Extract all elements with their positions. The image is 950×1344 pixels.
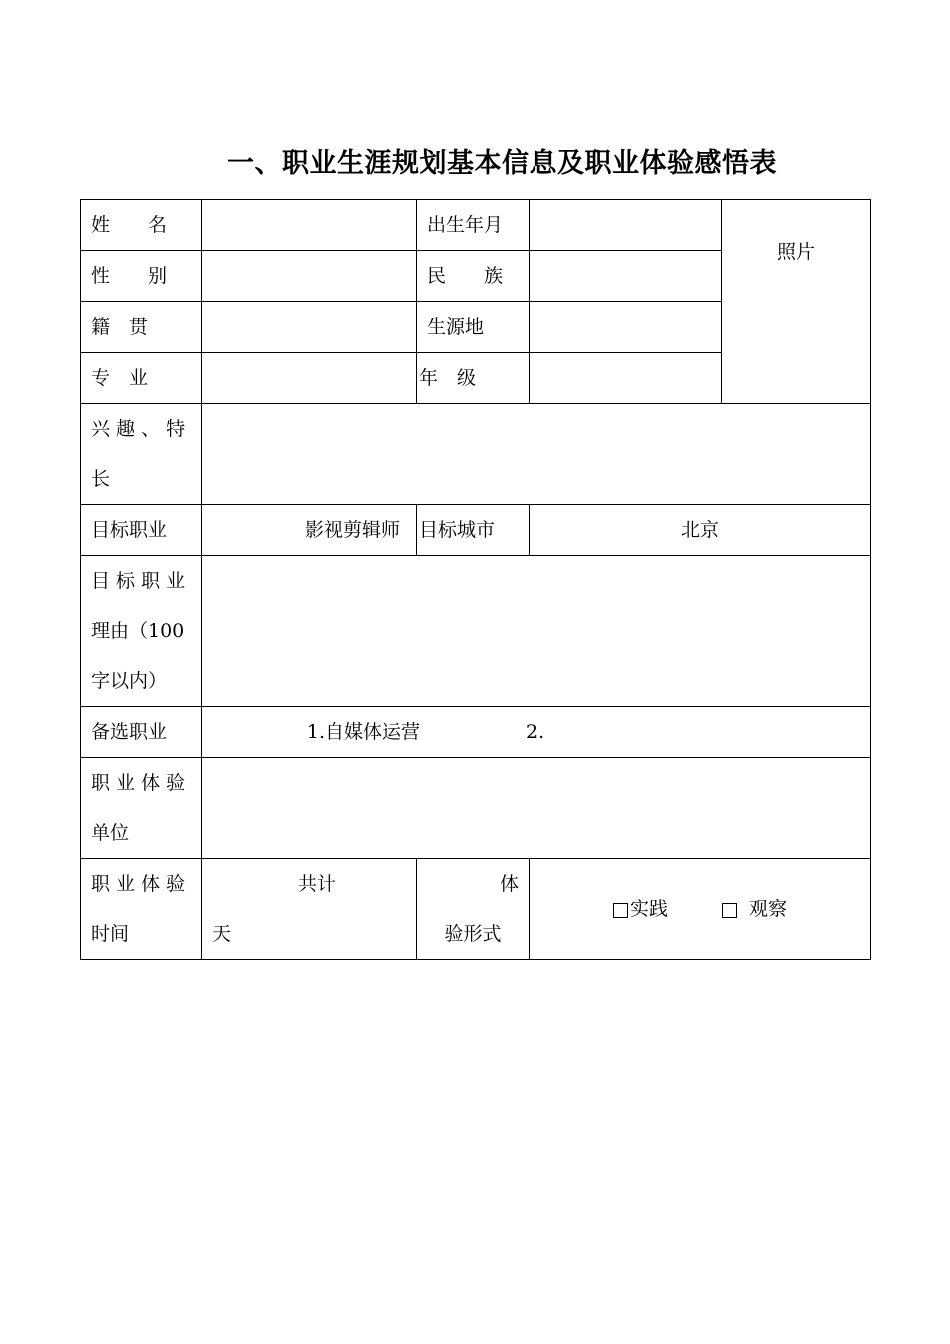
value-alt-career-1: 1.自媒体运营	[306, 721, 420, 743]
label-origin: 生源地	[417, 302, 530, 353]
label-native-place: 籍 贯	[81, 302, 202, 353]
practice-checkbox[interactable]	[613, 903, 628, 918]
label-alt-career: 备选职业	[81, 707, 202, 758]
label-total: 共计	[298, 873, 337, 895]
field-grade[interactable]	[530, 353, 722, 404]
value-target-career[interactable]: 影视剪辑师	[202, 505, 417, 556]
label-target-career: 目标职业	[81, 505, 202, 556]
field-alt-career[interactable]	[202, 707, 871, 758]
label-exp-form-line1: 体	[499, 873, 519, 895]
row-exp-time	[81, 859, 871, 960]
observe-option-label: 观察	[749, 898, 788, 920]
value-alt-career-2: 2.	[526, 721, 545, 743]
label-exp-form-line2: 验形式	[444, 923, 502, 945]
field-birth[interactable]	[530, 200, 722, 251]
row-exp-unit	[81, 758, 871, 859]
info-form-table	[80, 199, 871, 960]
label-name: 姓 名	[81, 200, 202, 251]
observe-checkbox[interactable]	[722, 903, 737, 918]
field-major[interactable]	[202, 353, 417, 404]
row-alt-career	[81, 707, 871, 758]
label-exp-time-line2: 时间	[91, 923, 130, 945]
row-target	[81, 505, 871, 556]
label-exp-unit-line1: 职 业 体 验	[91, 772, 186, 794]
row-name	[81, 200, 871, 251]
label-exp-time-line1: 职 业 体 验	[91, 873, 186, 895]
label-grade: 年 级	[417, 353, 530, 404]
field-origin[interactable]	[530, 302, 722, 353]
field-exp-form[interactable]	[530, 859, 871, 960]
label-gender: 性 别	[81, 251, 202, 302]
field-ethnicity[interactable]	[530, 251, 722, 302]
label-major: 专 业	[81, 353, 202, 404]
value-target-city[interactable]: 北京	[530, 505, 871, 556]
label-reason-line2: 理由（100	[91, 620, 185, 642]
row-reason	[81, 556, 871, 707]
label-reason	[81, 556, 202, 707]
page-title: 一、职业生涯规划基本信息及职业体验感悟表	[227, 148, 777, 179]
field-reason[interactable]	[202, 556, 871, 707]
field-interests[interactable]	[202, 404, 871, 505]
field-name[interactable]	[202, 200, 417, 251]
label-reason-line3: 字以内）	[91, 670, 168, 692]
label-interests-line2: 长	[91, 468, 111, 490]
field-exp-days[interactable]	[202, 859, 417, 960]
label-ethnicity: 民 族	[417, 251, 530, 302]
label-interests-line1: 兴 趣 、 特	[91, 418, 186, 440]
practice-option-label: 实践	[629, 898, 668, 920]
label-exp-form	[417, 859, 530, 960]
label-days: 天	[212, 923, 232, 945]
label-target-city: 目标城市	[417, 505, 530, 556]
field-native-place[interactable]	[202, 302, 417, 353]
label-reason-line1: 目 标 职 业	[91, 570, 186, 592]
field-exp-unit[interactable]	[202, 758, 871, 859]
photo-cell[interactable]	[722, 200, 871, 404]
label-exp-time	[81, 859, 202, 960]
label-interests	[81, 404, 202, 505]
label-exp-unit	[81, 758, 202, 859]
label-birth: 出生年月	[417, 200, 530, 251]
row-interests	[81, 404, 871, 505]
label-exp-unit-line2: 单位	[91, 822, 130, 844]
label-photo: 照片	[776, 240, 815, 263]
field-gender[interactable]	[202, 251, 417, 302]
